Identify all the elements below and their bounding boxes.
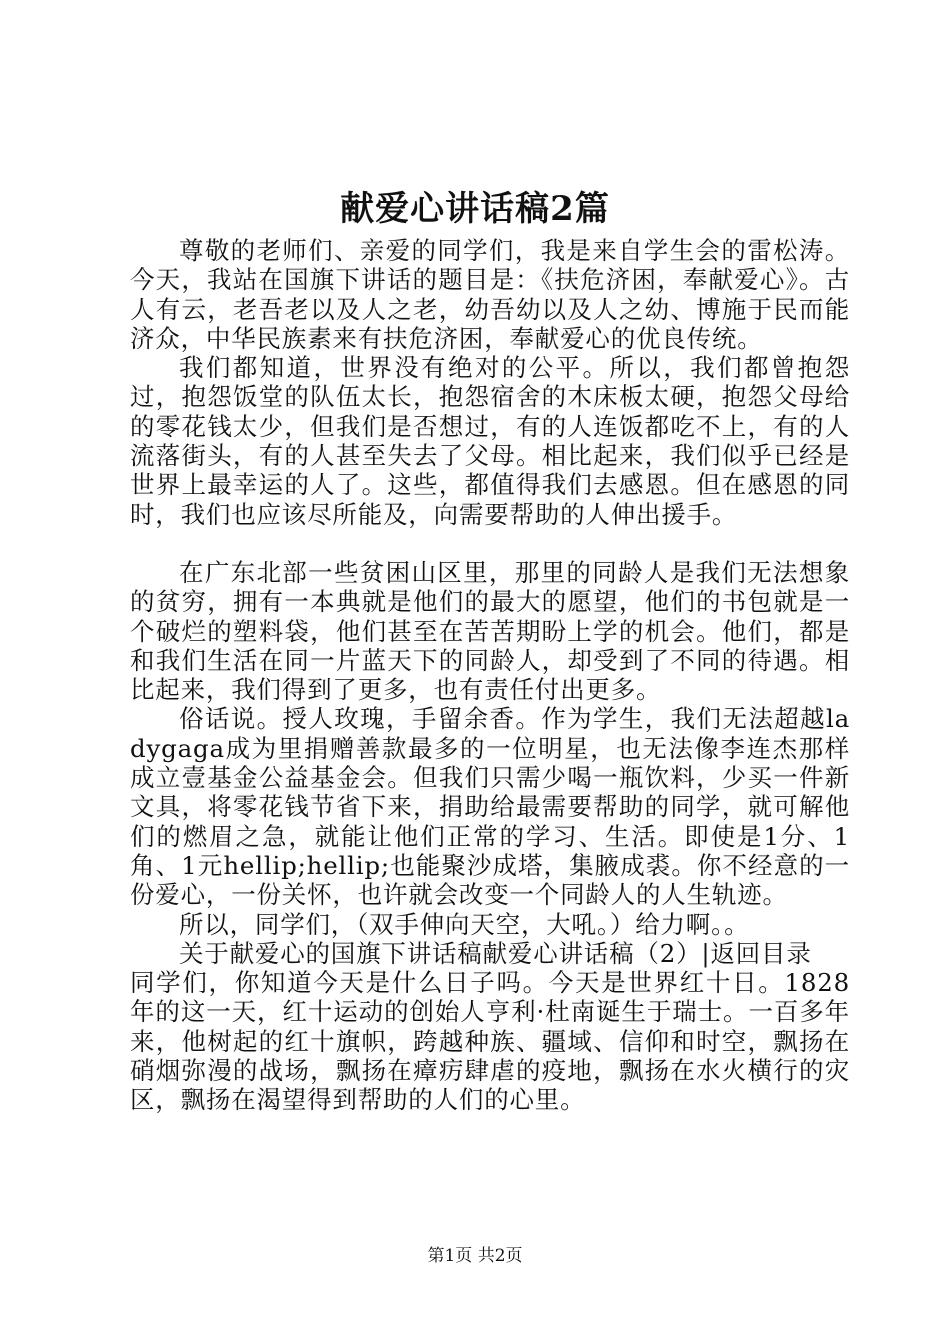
document-title: 献爱心讲话稿2篇 <box>340 189 610 229</box>
paragraph-proverb: 俗话说。授人玫瑰，手留余香。作为学生，我们无法超越ladygaga成为里捐赠善款最多的一位明星，也无法像李连杰那样成立壹基金公益基金会。但我们只需少喝一瓶饮料，少买一件新文具，将零花钱节省下来，捐助给最需要帮助的同学，就可解他们的燃眉之急，就能让他们正常的学习、生活。即使是1分、1角、1元hellip;hellip;也能聚沙成塔，集腋成裘。你不经意的一份爱心，一份关怀，也许就会改变一个同龄人的人生轨迹。 <box>130 704 850 910</box>
paragraph-call: 所以，同学们，（双手伸向天空，大吼。）给力啊。。 <box>179 909 750 939</box>
paragraph-red-cross: 同学们，你知道今天是什么日子吗。今天是世界红十日。1828年的这一天，红十运动的创始人亨利·杜南诞生于瑞士。一百多年来，他树起的红十旗帜，跨越种族、疆域、信仰和时空，飘扬在硝烟弥漫的战场，飘扬在瘴疠肆虐的疫地，飘扬在水火横行的灾区，飘扬在渴望得到帮助的人们的心里。 <box>130 968 850 1115</box>
paragraph-guangdong: 在广东北部一些贫困山区里，那里的同龄人是我们无法想象的贫穷，拥有一本典就是他们的最大的愿望，他们的书包就是一个破烂的塑料袋，他们甚至在苦苦期盼上学的机会。他们，都是和我们生活在同一片蓝天下的同龄人，却受到了不同的待遇。相比起来，我们得到了更多，也有责任付出更多。 <box>130 557 850 705</box>
page-number-footer: 第1页 共2页 <box>427 1246 523 1266</box>
document-body <box>130 236 850 1115</box>
paragraph-fairness: 我们都知道，世界没有绝对的公平。所以，我们都曾抱怨过，抱怨饭堂的队伍太长，抱怨宿舍的木床板太硬，抱怨父母给的零花钱太少，但我们是否想过，有的人连饭都吃不上，有的人流落街头，有的人甚至失去了父母。相比起来，我们似乎已经是世界上最幸运的人了。这些，都值得我们去感恩。但在感恩的同时，我们也应该尽所能及，向需要帮助的人伸出援手。 <box>130 353 850 529</box>
paragraph-second-title: 关于献爱心的国旗下讲话稿献爱心讲话稿（2）|返回目录 <box>179 938 812 968</box>
paragraph-greeting: 尊敬的老师们、亲爱的同学们，我是来自学生会的雷松涛。今天，我站在国旗下讲话的题目是：《扶危济困，奉献爱心》。古人有云，老吾老以及人之老，幼吾幼以及人之幼、博施于民而能济众，中华民族素来有扶危济困，奉献爱心的优良传统。 <box>130 236 850 353</box>
